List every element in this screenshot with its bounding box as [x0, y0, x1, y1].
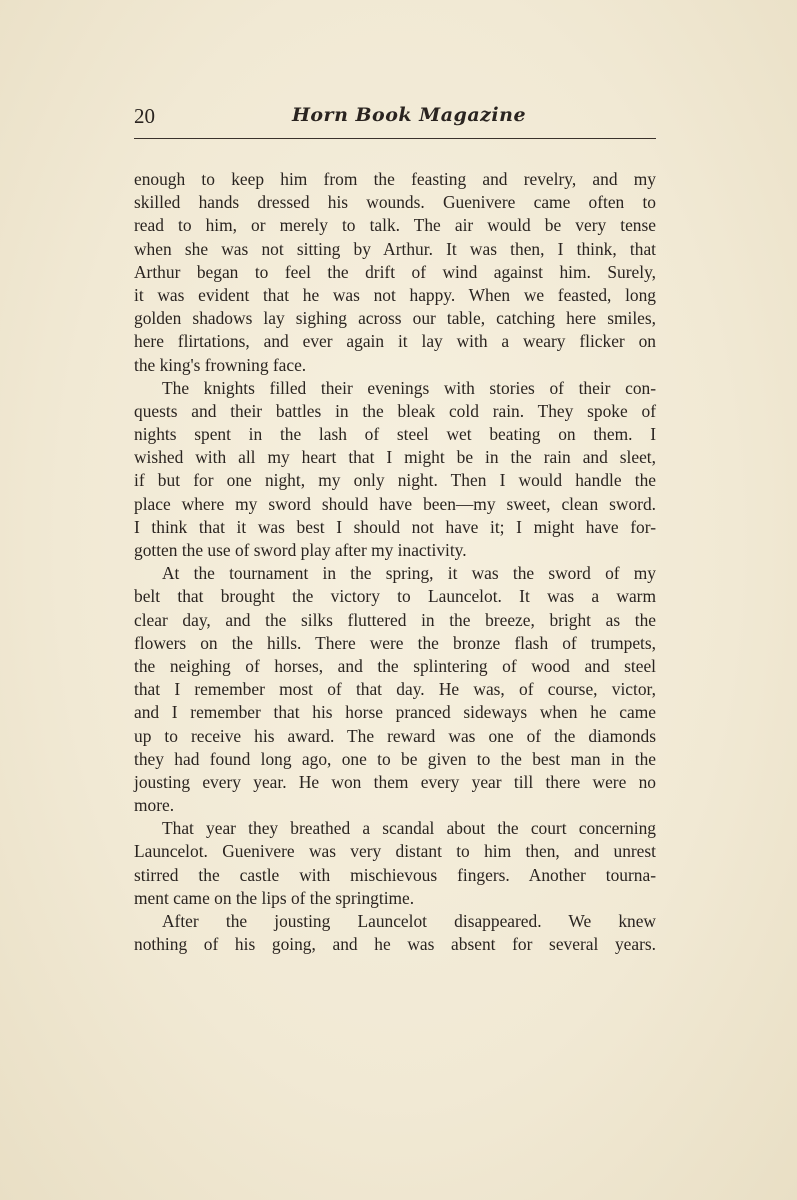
- running-title: Horn Book Magazine: [291, 104, 527, 126]
- text-line: if but for one night, my only night. Then I would handle the: [134, 470, 656, 491]
- text-line: the neighing of horses, and the splintering of wood and steel: [134, 655, 656, 676]
- text-line: gotten the use of sword play after my inactivity.: [134, 540, 467, 560]
- text-line: I think that it was best I should not have it; I might have for-: [134, 516, 656, 537]
- page-header: [134, 100, 656, 144]
- text-line: place where my sword should have been—my sweet, clean sword.: [134, 493, 656, 514]
- text-line: golden shadows lay sighing across our table, catching here smiles,: [134, 308, 656, 329]
- text-line: that I remember most of that day. He was, of course, victor,: [134, 679, 656, 700]
- text-line: jousting every year. He won them every year till there were no: [134, 771, 656, 792]
- text-line: up to receive his award. The reward was one of the diamonds: [134, 725, 656, 746]
- text-line: ment came on the lips of the springtime.: [134, 887, 415, 908]
- text-line: quests and their battles in the bleak cold rain. They spoke of: [134, 400, 656, 421]
- text-line: clear day, and the silks fluttered in the breeze, bright as the: [134, 609, 656, 630]
- body-text: [134, 168, 656, 956]
- header-rule: [134, 138, 656, 139]
- text-line: read to him, or merely to talk. The air would be very tense: [134, 215, 656, 236]
- text-line: The knights filled their evenings with stories of their con-: [162, 377, 656, 398]
- text-line: wished with all my heart that I might be in the rain and sleet,: [134, 447, 656, 468]
- text-line: Arthur began to feel the drift of wind against him. Surely,: [134, 261, 656, 282]
- text-line: After the jousting Launcelot disappeared. We knew: [162, 911, 656, 931]
- page-number: 20: [134, 104, 155, 128]
- text-line: here flirtations, and ever again it lay with a weary flicker on: [134, 331, 656, 352]
- text-line: it was evident that he was not happy. When we feasted, long: [134, 284, 656, 305]
- text-line: flowers on the hills. There were the bronze flash of trumpets,: [134, 632, 656, 653]
- text-line: the king's frowning face.: [134, 354, 307, 375]
- text-line: skilled hands dressed his wounds. Guenivere came often to: [134, 192, 656, 213]
- text-line: Launcelot. Guenivere was very distant to him then, and unrest: [134, 841, 656, 862]
- text-line: when she was not sitting by Arthur. It was then, I think, that: [134, 238, 656, 259]
- text-line: enough to keep him from the feasting and revelry, and my: [134, 169, 656, 189]
- text-line: nothing of his going, and he was absent for several years.: [134, 934, 656, 955]
- text-line: stirred the castle with mischievous fingers. Another tourna-: [134, 864, 656, 885]
- text-line: and I remember that his horse pranced sideways when he came: [134, 702, 656, 723]
- text-line: That year they breathed a scandal about the court concerning: [162, 818, 656, 839]
- text-line: nights spent in the lash of steel wet beating on them. I: [134, 424, 656, 445]
- text-line: At the tournament in the spring, it was the sword of my: [162, 563, 656, 584]
- text-line: they had found long ago, one to be given to the best man in the: [134, 748, 656, 769]
- text-line: belt that brought the victory to Launcelot. It was a warm: [134, 586, 656, 607]
- text-line: more.: [134, 795, 175, 816]
